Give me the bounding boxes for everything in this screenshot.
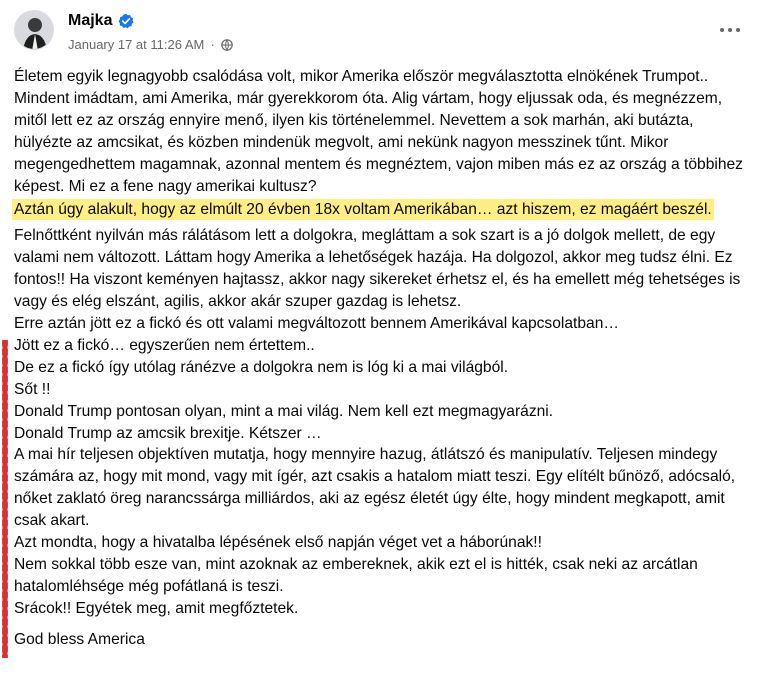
author-avatar[interactable] bbox=[14, 10, 54, 50]
post-line: Donald Trump az amcsik brexitje. Kétszer … bbox=[14, 424, 322, 442]
more-options-icon[interactable] bbox=[712, 18, 748, 42]
post-header bbox=[14, 10, 754, 60]
post-line: A mai hír teljesen objektíven mutatja, hogy mennyire hazug, átlátszó és manipulatív. Teljesen mindegy számára az, hogy mit mond, vagy mit ígér, azt csakis a hatalom miatt teszi. Egy elítélt bűnöző, adócsaló, nőket zaklató öreg narancssárga milliárdos, aki az egész életét úgy élte, hogy mindent megkapott, amit csak akart. bbox=[14, 446, 736, 530]
post-paragraph: Életem egyik legnagyobb csalódása volt, mikor Amerika először megválasztotta elnökének Trumpot.. Mindent imádtam, ami Amerika, már gyerekkorom óta. Alig vártam, hogy eljussak oda, és megnézzem, mitől lett ez az ország ennyire menő, ilyen kis történelemmel. Nevettem a sok marhán, aki butázta, hülyézte az amcsikat, és közben mindenük megvolt, ami nekünk nagyon messzinek tűnt. Mikor megengedhettem magamnak, azonnal mentem és megnéztem, vajon miben más ez az ország a többihez képest. Mi ez a fene nagy amerikai kultusz? bbox=[14, 68, 743, 195]
post-line: Erre aztán jött ez a fickó és ott valami megváltozott bennem Amerikával kapcsolatban… bbox=[14, 314, 619, 332]
post-line: De ez a fickó így utólag ránézve a dolgokra nem is lóg ki a mai világból. bbox=[14, 358, 509, 376]
closing-line: God bless America bbox=[14, 630, 145, 648]
red-annotation-line bbox=[3, 340, 7, 658]
post-line: Azt mondta, hogy a hivatalba lépésének első napján véget vet a háborúnak!! bbox=[14, 534, 542, 552]
post-line: Sőt !! bbox=[14, 380, 51, 398]
verified-badge-icon bbox=[118, 13, 134, 29]
separator-dot: · bbox=[210, 37, 215, 52]
post-body bbox=[14, 66, 754, 651]
post-timestamp[interactable]: January 17 at 11:26 AM bbox=[68, 37, 205, 52]
author-name[interactable]: Majka bbox=[68, 12, 113, 29]
post-line: Srácok!! Egyétek meg, amit megfőztetek. bbox=[14, 599, 299, 617]
post-line: Nem sokkal több esze van, mint azoknak az embereknek, akik ezt el is hitték, csak neki az arcátlan hatalomléhsége még pofátlaná is teszi. bbox=[14, 555, 698, 595]
post-line: Donald Trump pontosan olyan, mint a mai világ. Nem kell ezt megmagyarázni. bbox=[14, 402, 554, 420]
highlighted-paragraph bbox=[14, 199, 754, 221]
post-line: Jött ez a fickó… egyszerűen nem értettem.. bbox=[14, 336, 315, 354]
globe-icon bbox=[221, 39, 233, 51]
post-paragraph: Felnőttként nyilván más rálátásom lett a dolgokra, megláttam a sok szart is a jó dolgok mellett, de egy valami nem változott. Láttam hogy Amerika a lehetőségek hazája. Ha dolgozol, akkor meg tudsz élni. Ez fontos!! Ha viszont keményen hajtassz, akkor nagy sikereket érhetsz el, és ha emellett még tehetséges is vagy és elég elszánt, agilis, akkor akár szuper gazdag is lehetsz. bbox=[14, 227, 741, 311]
highlighted-text: Aztán úgy alakult, hogy az elmúlt 20 évben 18x voltam Amerikában… azt hiszem, ez magáért beszél. bbox=[14, 201, 712, 219]
